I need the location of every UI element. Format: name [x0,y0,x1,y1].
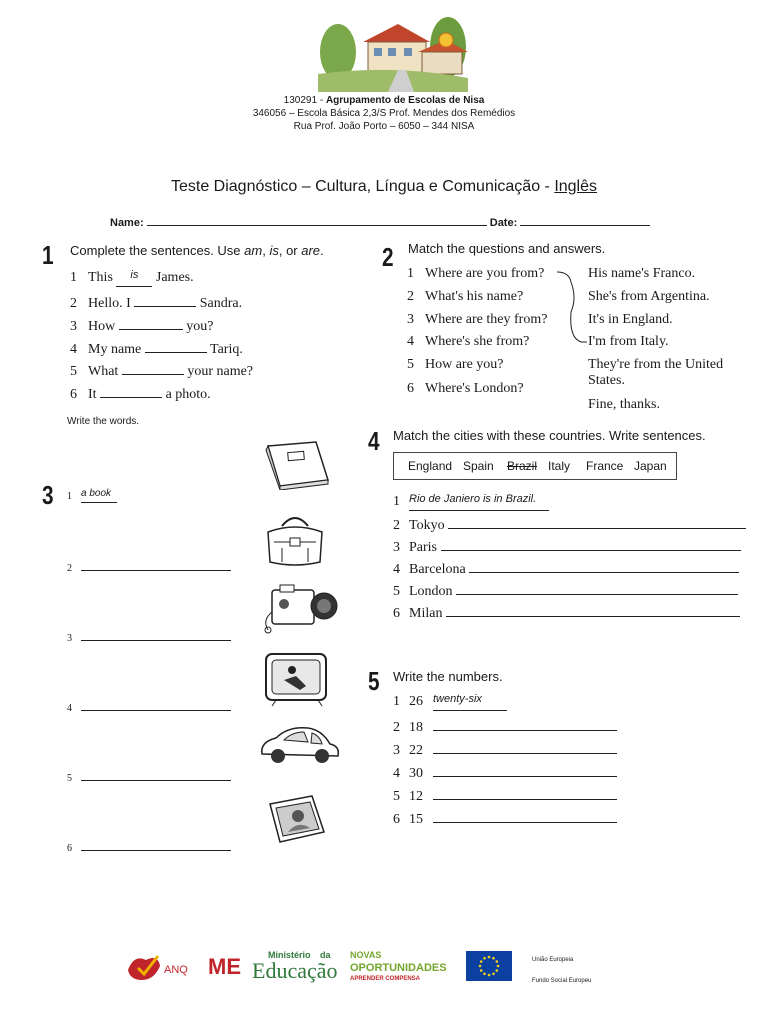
header-line-3: Rua Prof. João Porto – 6050 – 344 NISA [293,121,475,132]
eu-star [492,957,495,960]
question-text: Where's she from? [425,334,530,349]
country-word: Spain [463,459,494,473]
sentence-end: Sandra. [199,296,243,311]
s2-answer: They're from the United [588,357,724,372]
eu-star [480,969,483,972]
section-2-number: 2 [382,242,394,272]
eu-star [483,972,486,975]
header-line-1: 130291 - Agrupamento de Escolas de Nisa [283,95,485,106]
answer-text: a book [81,488,112,499]
city-name: Paris [409,540,437,555]
sentence-end: a photo. [165,387,211,402]
s2-question [407,266,544,282]
date-label: Date: [489,217,518,229]
number-value: 26 [409,694,423,709]
eu-star [495,969,498,972]
camera-picture [258,582,342,634]
s2-question [407,289,523,305]
city-name: Milan [409,606,443,621]
answer-blank[interactable] [433,739,617,754]
book-picture [258,440,334,490]
answer-blank[interactable] [145,338,207,353]
s5-item [393,739,617,759]
item-number: 3 [67,633,72,644]
answer-blank[interactable] [469,560,739,573]
date-field[interactable] [520,216,650,226]
sentence-end: your name? [187,364,254,379]
school-group-name: Agrupamento de Escolas de Nisa [325,95,485,106]
subject-name: Inglês [554,178,598,195]
question-text: Where are they from? [425,312,548,327]
section-1-instructions: Complete the sentences. Use am, is, or are. [70,243,324,258]
s4-item [393,494,549,511]
answer-blank[interactable] [134,292,196,307]
television-picture [262,650,332,708]
eu-star [483,957,486,960]
s2-answer: She's from Argentina. [588,289,710,304]
eu-star [492,972,495,975]
country-word: Italy [548,459,571,473]
item-number: 4 [407,334,414,349]
educacao-text: Educação [252,958,338,983]
item-number: 2 [407,289,414,304]
sentence-start: This [88,270,113,285]
sentence-start: My name [88,342,142,357]
item-number: 6 [393,812,400,827]
answer-blank[interactable] [81,488,117,503]
section-5-number: 5 [368,666,380,696]
fse-label: Fundo Social Europeu [532,978,592,984]
answer-blank[interactable] [119,315,183,330]
eu-star [480,960,483,963]
item-number: 4 [70,342,77,357]
question-text: How are you? [425,357,504,372]
item-number: 6 [407,381,414,396]
eu-star [479,965,482,968]
header-line-2: 346056 – Escola Básica 2,3/S Prof. Mendes dos Remédios [252,108,516,119]
s5-item [393,785,617,805]
item-number: 5 [70,364,77,379]
s4-item [393,516,746,534]
eu-stars-icon [466,951,512,981]
country-word: England [408,459,453,473]
eu-star [497,965,500,968]
eu-star [495,960,498,963]
item-number: 6 [393,606,400,621]
name-date-line [110,216,650,229]
anq-symbol-icon [124,950,164,984]
s1-item [70,270,194,287]
s4-item [393,604,740,622]
answer-blank[interactable] [81,699,231,711]
s3-item [67,698,231,716]
ministerio-text: Ministério [268,950,311,960]
anq-logo [124,950,194,990]
s2-question [407,381,524,397]
answer-blank[interactable] [441,538,741,551]
answer-blank[interactable] [433,693,507,711]
answer-blank[interactable] [433,762,617,777]
eu-label: União Europeia [532,957,574,963]
school-building-logo [318,12,468,92]
item-number: 5 [67,773,72,784]
s1-item [70,338,243,358]
answer-blank[interactable] [448,516,746,529]
answer-blank[interactable] [116,269,152,287]
section-4-number: 4 [368,426,380,456]
item-number: 1 [393,494,400,509]
s2-question [407,312,547,328]
answer-text: is [130,269,139,281]
match-connector-line [555,268,595,348]
answer-blank[interactable] [446,604,740,617]
answer-blank[interactable] [122,360,184,375]
s1-item [70,315,213,335]
ministerio-educacao-logo [208,950,343,986]
s3-item [67,486,117,504]
number-value: 22 [409,743,423,758]
number-value: 18 [409,720,423,735]
number-value: 12 [409,789,423,804]
item-number: 4 [393,766,400,781]
answer-blank[interactable] [433,808,617,823]
me-symbol-icon: ME [208,954,241,979]
item-number: 1 [407,266,414,281]
s2-answer: States. [588,373,625,388]
sentence-end: you? [186,319,214,334]
anq-text: ANQ [164,964,188,976]
section-4-instructions: Match the cities with these countries. Write sentences. [393,428,706,443]
da-text: da [320,950,331,960]
answer-text: twenty-six [433,693,482,705]
item-number: 1 [67,491,72,502]
novas-oportunidades-logo: NOVAS OPORTUNIDADES APRENDER COMPENSA [350,950,447,982]
s5-item [393,716,617,736]
answer-blank[interactable] [81,629,231,641]
country-word: France [586,459,624,473]
item-number: 5 [407,357,414,372]
s3-item [67,838,231,856]
section-3-instructions: Write the words. [67,416,140,427]
section-1-number: 1 [42,240,54,270]
s1-item [70,360,253,380]
example-sentence: Rio de Janiero is in Brazil. [409,493,537,505]
bag-picture [262,512,328,568]
s2-answer: It's in England. [588,312,673,327]
city-name: London [409,584,453,599]
s2-answer: Fine, thanks. [588,397,660,412]
country-word: Japan [634,459,667,473]
item-number: 5 [393,584,400,599]
s1-item [70,383,211,403]
answer-blank[interactable] [81,769,231,781]
name-field[interactable] [147,216,487,226]
answer-blank[interactable] [81,559,231,571]
city-name: Tokyo [409,518,445,533]
s2-question [407,334,529,350]
answer-blank[interactable] [433,716,617,731]
sentence-start: It [88,387,97,402]
s1-item [70,292,242,312]
answer-blank[interactable] [433,785,617,800]
answer-blank[interactable] [409,493,549,511]
country-word: Brazil [507,459,538,473]
sentence-start: Hello. I [88,296,131,311]
item-number: 6 [70,387,77,402]
s5-item [393,808,617,828]
item-number: 3 [70,319,77,334]
section-5-instructions: Write the numbers. [393,669,503,684]
item-number: 3 [407,312,414,327]
item-number: 1 [70,270,77,285]
eu-star [488,956,491,959]
name-label: Name: [110,217,144,229]
eu-flag [466,951,512,981]
s3-item [67,558,231,576]
sentence-end: Tariq. [210,342,243,357]
section-2-instructions: Match the questions and answers. [408,241,606,256]
answer-blank[interactable] [100,383,162,398]
s4-item [393,582,738,600]
s5-item [393,762,617,782]
section-3-number: 3 [42,480,54,510]
s4-item [393,538,741,556]
s5-item [393,694,507,711]
question-text: Where's London? [425,381,524,396]
sentence-end: James. [155,270,194,285]
item-number: 4 [67,703,72,714]
sentence-start: How [88,319,116,334]
answer-blank[interactable] [81,839,231,851]
city-name: Barcelona [409,562,466,577]
s3-item [67,628,231,646]
item-number: 1 [393,694,400,709]
question-text: What's his name? [425,289,524,304]
eu-star [488,974,491,977]
item-number: 5 [393,789,400,804]
item-number: 3 [393,540,400,555]
s2-question [407,357,504,373]
car-picture [256,722,342,770]
item-number: 2 [393,518,400,533]
item-number: 2 [67,563,72,574]
item-number: 4 [393,562,400,577]
item-number: 2 [393,720,400,735]
number-value: 30 [409,766,423,781]
s2-answer: I'm from Italy. [588,334,669,349]
page-title: Teste Diagnóstico – Cultura, Língua e Comunicação - Inglês [170,178,598,195]
item-number: 6 [67,843,72,854]
photo-picture [266,794,328,844]
answer-blank[interactable] [456,582,738,595]
s2-answer: His name's Franco. [588,266,696,281]
question-text: Where are you from? [425,266,545,281]
item-number: 2 [70,296,77,311]
item-number: 3 [393,743,400,758]
s4-item [393,560,739,578]
s3-item [67,768,231,786]
sentence-start: What [88,364,119,379]
number-value: 15 [409,812,423,827]
